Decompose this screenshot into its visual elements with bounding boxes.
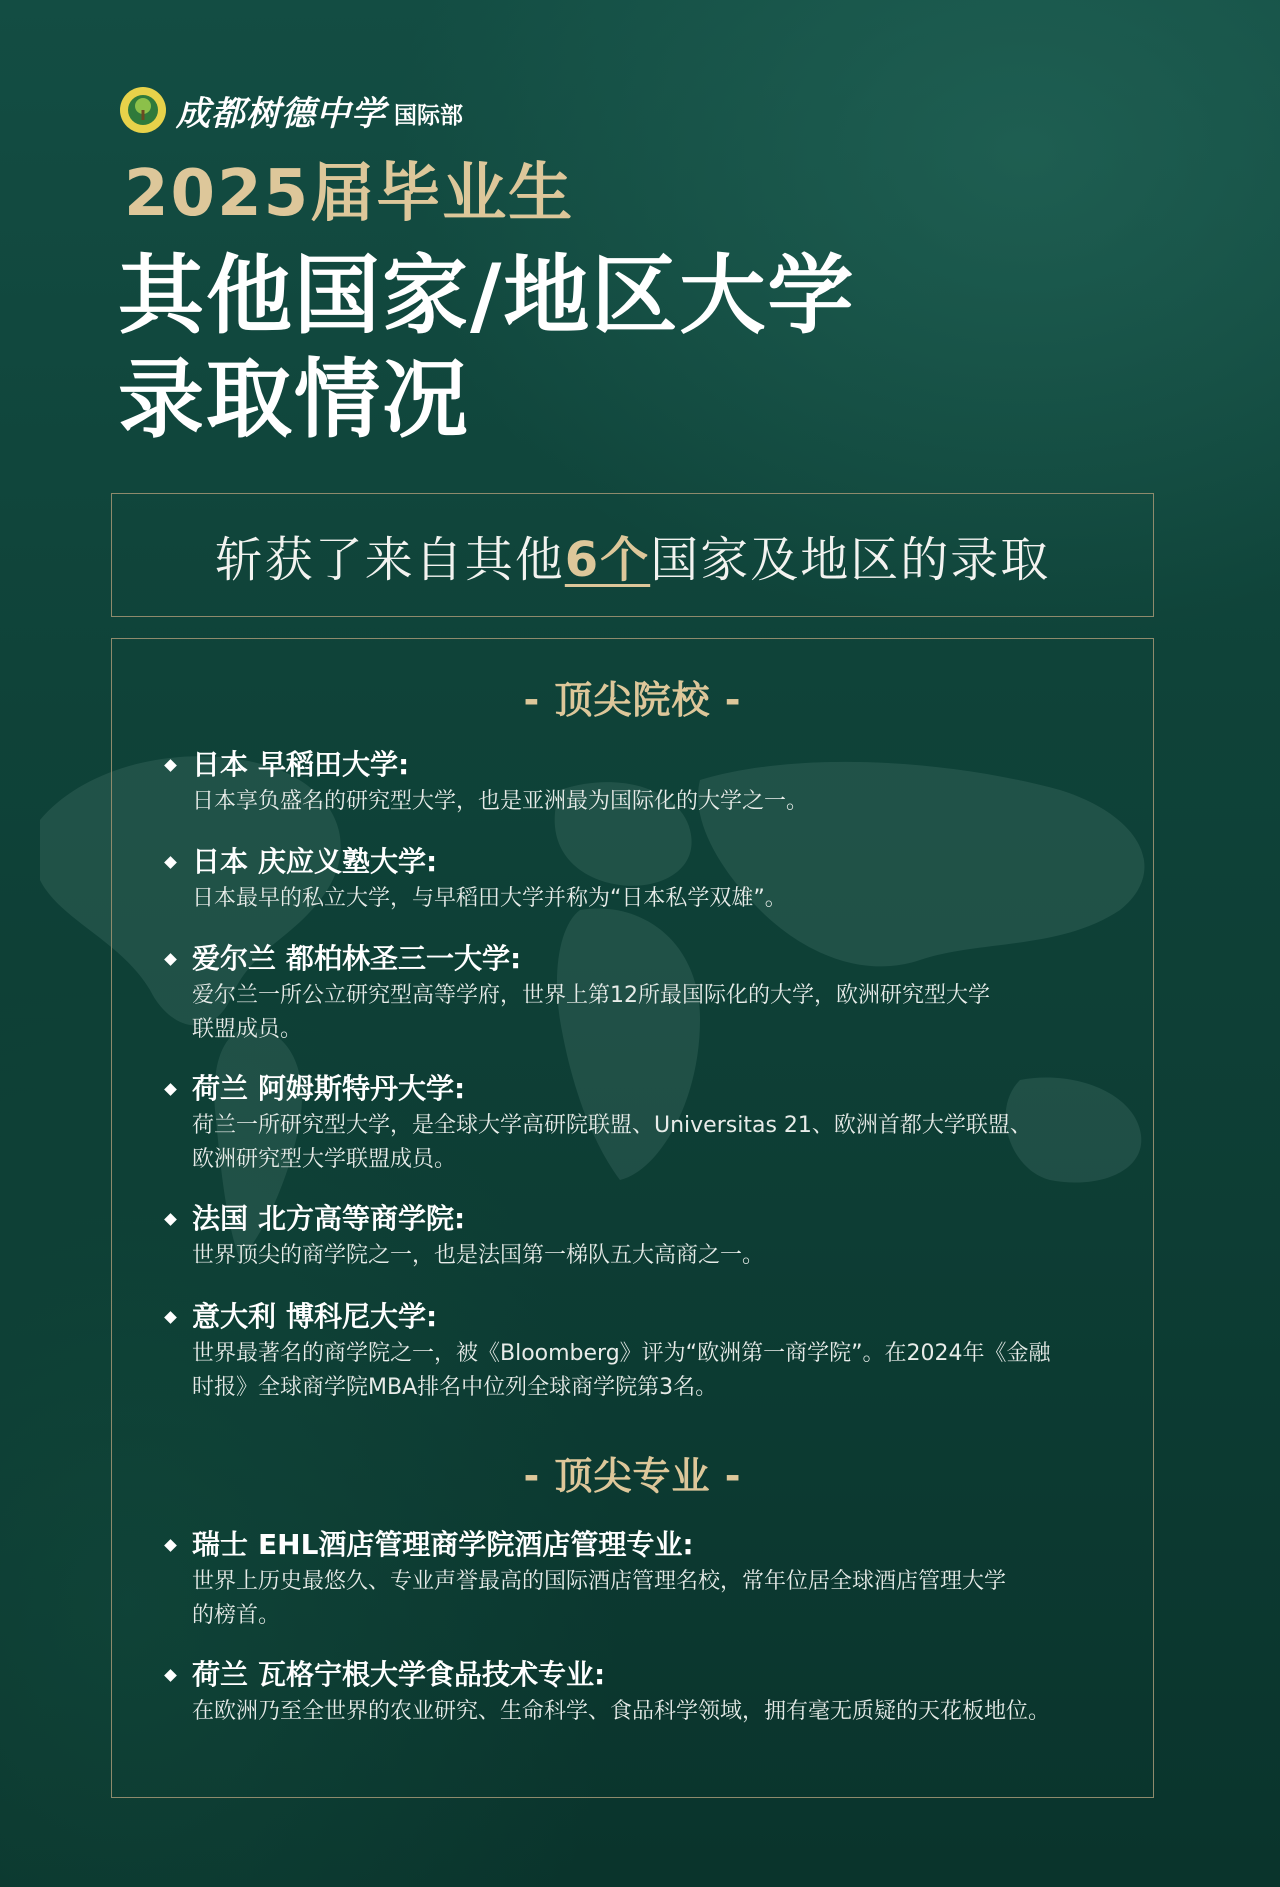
diamond-bullet-icon	[164, 856, 177, 869]
graduation-year-title: 2025届毕业生	[124, 157, 575, 231]
diamond-bullet-icon	[164, 1669, 177, 1682]
summary-banner	[111, 493, 1154, 617]
top-universities-heading: - 顶尖院校 -	[523, 678, 742, 722]
item-program: 瓦格宁根大学食品技术专业:	[258, 1658, 606, 1691]
diamond-bullet-icon	[164, 759, 177, 772]
diamond-bullet-icon	[164, 1213, 177, 1226]
item-description-line-2: 的榜首。	[192, 1603, 281, 1628]
diamond-bullet-icon	[164, 953, 177, 966]
item-university: 早稻田大学:	[258, 748, 410, 781]
item-country: 法国	[192, 1202, 249, 1235]
item-country: 爱尔兰	[192, 942, 277, 975]
list-item	[166, 1527, 1086, 1633]
item-description-line-2: 欧洲研究型大学联盟成员。	[192, 1147, 457, 1172]
item-description-line-2: 时报》全球商学院MBA排名中位列全球商学院第3名。	[192, 1375, 718, 1400]
diamond-bullet-icon	[164, 1083, 177, 1096]
item-country: 日本	[192, 748, 249, 781]
page-title-line-1: 其他国家/地区大学	[118, 246, 856, 346]
diamond-bullet-icon	[164, 1539, 177, 1552]
item-country: 荷兰	[192, 1072, 249, 1105]
item-country: 意大利	[192, 1300, 277, 1333]
item-country: 瑞士	[192, 1528, 249, 1561]
list-item	[166, 747, 1086, 819]
diamond-bullet-icon	[164, 1311, 177, 1324]
list-item	[166, 1071, 1086, 1177]
summary-prefix: 斩获了来自其他	[214, 531, 565, 588]
item-description: 日本享负盛名的研究型大学，也是亚洲最为国际化的大学之一。	[192, 789, 809, 814]
item-university: 阿姆斯特丹大学:	[258, 1072, 466, 1105]
page-title	[118, 244, 855, 452]
item-description: 世界顶尖的商学院之一，也是法国第一梯队五大高商之一。	[192, 1243, 765, 1268]
summary-count: 6个	[564, 531, 651, 588]
item-description-line-1: 爱尔兰一所公立研究型高等学府，世界上第12所最国际化的大学，欧洲研究型大学	[192, 983, 990, 1008]
item-description-line-1: 世界上历史最悠久、专业声誉最高的国际酒店管理名校，常年位居全球酒店管理大学	[192, 1569, 1007, 1594]
item-description-line-2: 联盟成员。	[192, 1017, 303, 1042]
item-description: 在欧洲乃至全世界的农业研究、生命科学、食品科学领域，拥有毫无质疑的天花板地位。	[192, 1699, 1051, 1724]
department-name: 国际部	[394, 102, 463, 129]
item-description: 日本最早的私立大学，与早稻田大学并称为“日本私学双雄”。	[192, 886, 787, 911]
tree-emblem-icon	[120, 87, 166, 133]
page-title-line-2: 录取情况	[118, 350, 470, 450]
summary-suffix: 国家及地区的录取	[650, 531, 1051, 588]
admissions-list-panel	[111, 638, 1154, 1798]
school-logo	[120, 86, 463, 134]
list-item	[166, 1201, 1086, 1273]
item-university: 庆应义塾大学:	[258, 845, 438, 878]
list-item	[166, 1657, 1086, 1729]
item-description-line-1: 荷兰一所研究型大学，是全球大学高研院联盟、Universitas 21、欧洲首都大学联盟、	[192, 1113, 1032, 1138]
top-majors-heading: - 顶尖专业 -	[523, 1454, 742, 1498]
item-university: 博科尼大学:	[286, 1300, 438, 1333]
list-item	[166, 844, 1086, 916]
item-program: EHL酒店管理商学院酒店管理专业:	[258, 1528, 694, 1561]
item-university: 北方高等商学院:	[258, 1202, 466, 1235]
item-country: 荷兰	[192, 1658, 249, 1691]
list-item	[166, 1299, 1086, 1405]
list-item	[166, 941, 1086, 1047]
school-name: 成都树德中学	[176, 93, 386, 134]
item-country: 日本	[192, 845, 249, 878]
item-university: 都柏林圣三一大学:	[286, 942, 522, 975]
item-description-line-1: 世界最著名的商学院之一，被《Bloomberg》评为“欧洲第一商学院”。在2024年《金融	[192, 1341, 1051, 1366]
